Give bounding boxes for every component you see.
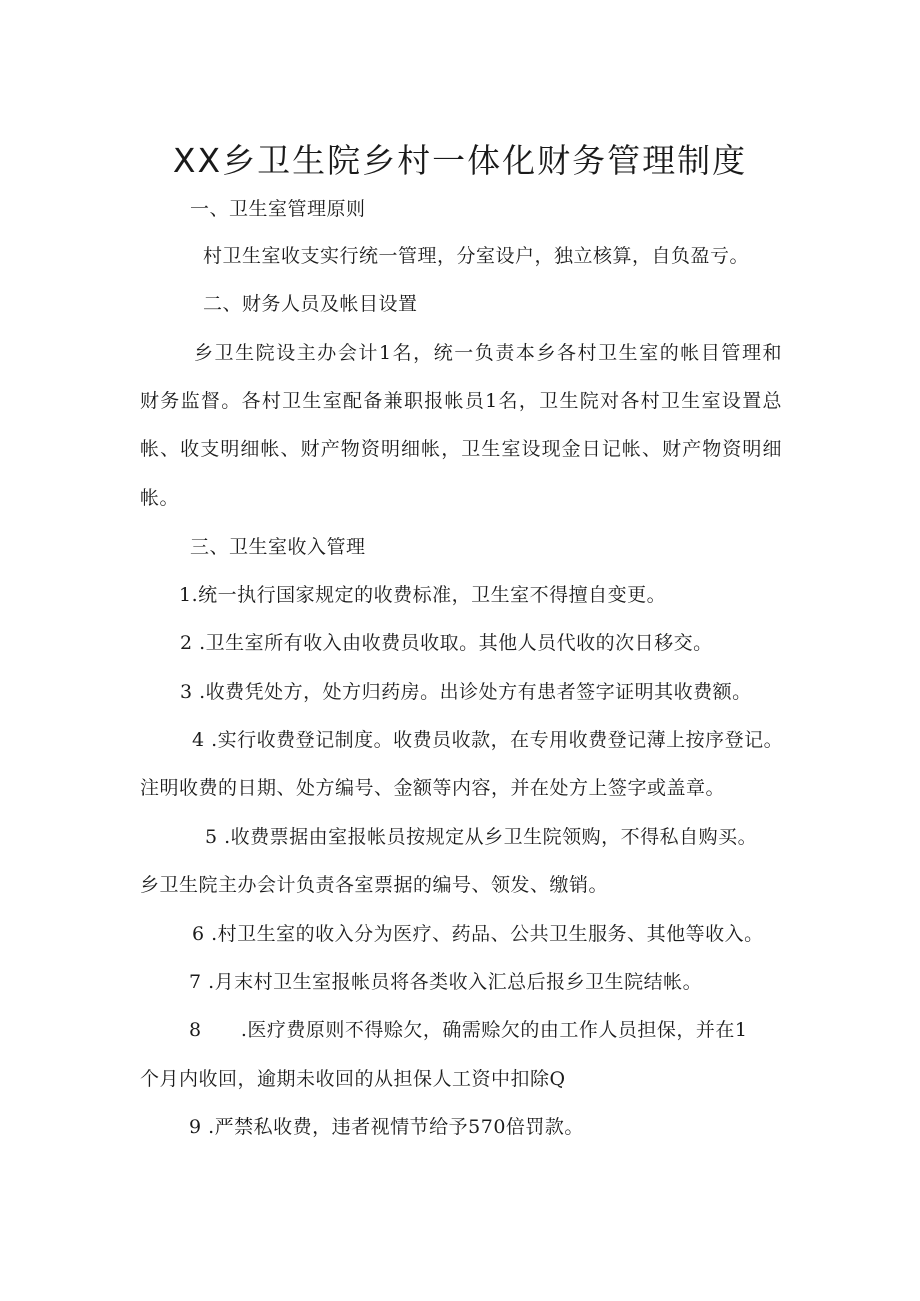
paragraph-line: 注明收费的日期、处方编号、金额等内容，并在处方上签字或盖章。 — [140, 777, 726, 799]
paragraph-line: 帐。 — [140, 487, 180, 509]
list-item: 6 .村卫生室的收入分为医疗、药品、公共卫生服务、其他等收入。 — [192, 923, 764, 945]
section-heading: 二、财务人员及帐目设置 — [203, 293, 418, 315]
list-item: 2 .卫生室所有收入由收费员收取。其他人员代收的次日移交。 — [180, 632, 713, 654]
section-heading: 三、卫生室收入管理 — [190, 536, 366, 558]
paragraph-line: 帐、收支明细帐、财产物资明细帐，卫生室设现金日记帐、财产物资明细 — [140, 438, 782, 460]
paragraph-line: 乡卫生院设主办会计1名，统一负责本乡各村卫生室的帐目管理和 — [194, 342, 782, 364]
list-item: 7 .月末村卫生室报帐员将各类收入汇总后报乡卫生院结帐。 — [189, 971, 703, 993]
document-title: XX乡卫生院乡村一体化财务管理制度 — [172, 141, 748, 181]
list-item: 5 .收费票据由室报帐员按规定从乡卫生院领购，不得私自购买。 — [205, 826, 758, 848]
paragraph-line: 个月内收回，逾期未收回的从担保人工资中扣除Q — [140, 1068, 566, 1090]
list-item: 1.统一执行国家规定的收费标准，卫生室不得擅自变更。 — [179, 584, 667, 606]
paragraph-line: 财务监督。各村卫生室配备兼职报帐员1名，卫生院对各村卫生室设置总 — [140, 390, 782, 412]
paragraph-line: 乡卫生院主办会计负责各室票据的编号、领发、缴销。 — [140, 874, 609, 896]
section-heading: 一、卫生室管理原则 — [190, 198, 366, 220]
list-item: 9 .严禁私收费，违者视情节给予570倍罚款。 — [189, 1116, 584, 1138]
list-item: 4 .实行收费登记制度。收费员收款，在专用收费登记薄上按序登记。 — [192, 729, 784, 751]
list-item: 3 .收费凭处方，处方归药房。出诊处方有患者签字证明其收费额。 — [180, 681, 752, 703]
list-item: 8 .医疗费原则不得赊欠，确需赊欠的由工作人员担保，并在1 — [189, 1019, 748, 1041]
paragraph-line: 村卫生室收支实行统一管理，分室设户，独立核算，自负盈亏。 — [203, 245, 750, 267]
